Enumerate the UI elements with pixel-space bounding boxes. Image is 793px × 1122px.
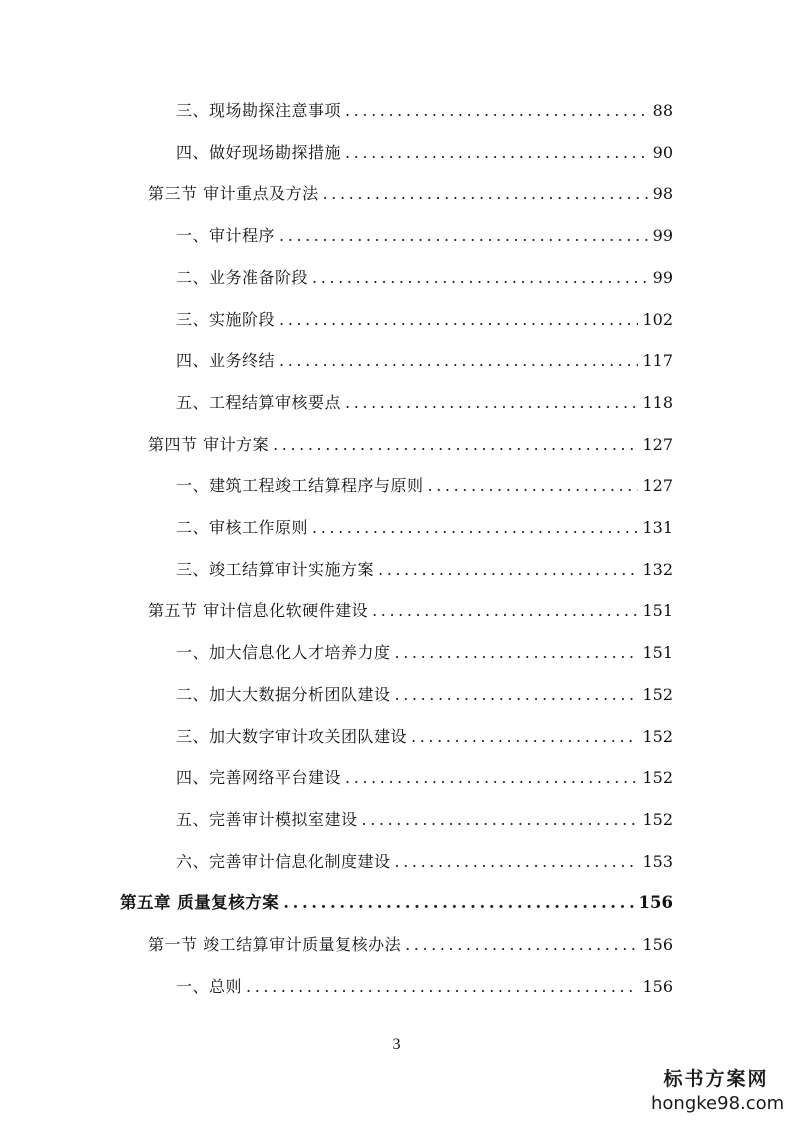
toc-entry-title: 二、业务准备阶段 xyxy=(176,268,309,287)
toc-dot-leader xyxy=(428,471,639,501)
toc-entry-title: 五、完善审计模拟室建设 xyxy=(176,810,358,829)
toc-entry-item[interactable] xyxy=(176,513,673,543)
toc-entry-title: 一、加大信息化人才培养力度 xyxy=(176,643,391,662)
toc-entry-item[interactable] xyxy=(176,972,673,1002)
toc-entry-title: 一、建筑工程竣工结算程序与原则 xyxy=(176,476,424,495)
toc-entry-item[interactable] xyxy=(176,638,673,668)
toc-dot-leader xyxy=(312,263,649,293)
toc-dot-leader xyxy=(283,888,634,918)
toc-dot-leader xyxy=(362,805,639,835)
toc-entry-item[interactable] xyxy=(176,305,673,335)
toc-entry-item[interactable] xyxy=(176,138,673,168)
toc-dot-leader xyxy=(246,972,638,1002)
toc-entry-page: 102 xyxy=(642,310,673,329)
toc-dot-leader xyxy=(312,513,638,543)
toc-entry-item[interactable] xyxy=(176,680,673,710)
toc-dot-leader xyxy=(395,680,639,710)
toc-entry-title: 三、实施阶段 xyxy=(176,310,276,329)
toc-entry-page: 99 xyxy=(652,268,673,287)
toc-entry-page: 152 xyxy=(642,685,673,704)
toc-entry-chapter[interactable] xyxy=(120,888,673,918)
toc-dot-leader xyxy=(345,388,638,418)
toc-entry-title: 第三节 审计重点及方法 xyxy=(148,184,319,203)
toc-entry-section[interactable] xyxy=(148,930,673,960)
toc-entry-page: 153 xyxy=(642,852,673,871)
toc-entry-item[interactable] xyxy=(176,221,673,251)
toc-dot-leader xyxy=(273,430,638,460)
toc-entry-item[interactable] xyxy=(176,471,673,501)
toc-entry-item[interactable] xyxy=(176,96,673,126)
watermark-url: hongke98.com xyxy=(651,1093,785,1114)
toc-entry-title: 二、加大大数据分析团队建设 xyxy=(176,685,391,704)
toc-entry-page: 152 xyxy=(642,768,673,787)
toc-entry-page: 118 xyxy=(642,393,673,412)
toc-entry-title: 三、现场勘探注意事项 xyxy=(176,101,342,120)
toc-entry-title: 六、完善审计信息化制度建设 xyxy=(176,852,391,871)
toc-entry-item[interactable] xyxy=(176,346,673,376)
toc-entry-page: 98 xyxy=(652,184,673,203)
toc-dot-leader xyxy=(405,930,638,960)
toc-entry-page: 117 xyxy=(642,351,673,370)
toc-entry-section[interactable] xyxy=(148,179,673,209)
toc-entry-item[interactable] xyxy=(176,555,673,585)
toc-entry-item[interactable] xyxy=(176,763,673,793)
toc-entry-page: 90 xyxy=(652,143,673,162)
toc-entry-title: 二、审核工作原则 xyxy=(176,518,309,537)
toc-dot-leader xyxy=(323,179,649,209)
toc-dot-leader xyxy=(378,555,638,585)
toc-entry-item[interactable] xyxy=(176,263,673,293)
toc-entry-title: 四、做好现场勘探措施 xyxy=(176,143,342,162)
toc-dot-leader xyxy=(411,722,638,752)
toc-entry-title: 一、总则 xyxy=(176,977,243,996)
page-number: 3 xyxy=(392,1036,401,1053)
toc-entry-title: 三、加大数字审计攻关团队建设 xyxy=(176,727,408,746)
toc-entry-title: 第一节 竣工结算审计质量复核办法 xyxy=(148,935,402,954)
watermark-title: 标书方案网 xyxy=(663,1068,769,1090)
toc-dot-leader xyxy=(395,847,639,877)
toc-entry-section[interactable] xyxy=(148,596,673,626)
toc-dot-leader xyxy=(395,638,639,668)
toc-dot-leader xyxy=(372,596,638,626)
toc-entry-page: 127 xyxy=(642,435,673,454)
toc-entry-title: 第四节 审计方案 xyxy=(148,435,270,454)
toc-entry-title: 第五章 质量复核方案 xyxy=(120,893,280,912)
toc-entry-title: 四、完善网络平台建设 xyxy=(176,768,342,787)
toc-entry-page: 151 xyxy=(642,643,673,662)
toc-entry-item[interactable] xyxy=(176,388,673,418)
toc-entry-section[interactable] xyxy=(148,430,673,460)
toc-entry-page: 156 xyxy=(642,977,673,996)
toc-entry-page: 99 xyxy=(652,226,673,245)
toc-entry-page: 88 xyxy=(652,101,673,120)
toc-dot-leader xyxy=(345,763,638,793)
toc-entry-title: 第五节 审计信息化软硬件建设 xyxy=(148,601,369,620)
toc-entry-page: 156 xyxy=(638,893,673,912)
toc-entry-title: 五、工程结算审核要点 xyxy=(176,393,342,412)
toc-dot-leader xyxy=(279,221,649,251)
toc-entry-title: 四、业务终结 xyxy=(176,351,276,370)
toc-entry-page: 131 xyxy=(642,518,673,537)
toc-entry-item[interactable] xyxy=(176,722,673,752)
toc-dot-leader xyxy=(279,346,638,376)
toc-entry-page: 151 xyxy=(642,601,673,620)
toc-entry-page: 127 xyxy=(642,476,673,495)
toc-dot-leader xyxy=(345,138,649,168)
toc-entry-page: 132 xyxy=(642,560,673,579)
toc-dot-leader xyxy=(345,96,649,126)
toc-entry-item[interactable] xyxy=(176,847,673,877)
toc-entry-title: 三、竣工结算审计实施方案 xyxy=(176,560,375,579)
toc-entry-page: 152 xyxy=(642,727,673,746)
toc-entry-item[interactable] xyxy=(176,805,673,835)
toc-entry-page: 152 xyxy=(642,810,673,829)
toc-entry-page: 156 xyxy=(642,935,673,954)
toc-entry-title: 一、审计程序 xyxy=(176,226,276,245)
watermark xyxy=(651,1066,785,1116)
toc-dot-leader xyxy=(279,305,638,335)
